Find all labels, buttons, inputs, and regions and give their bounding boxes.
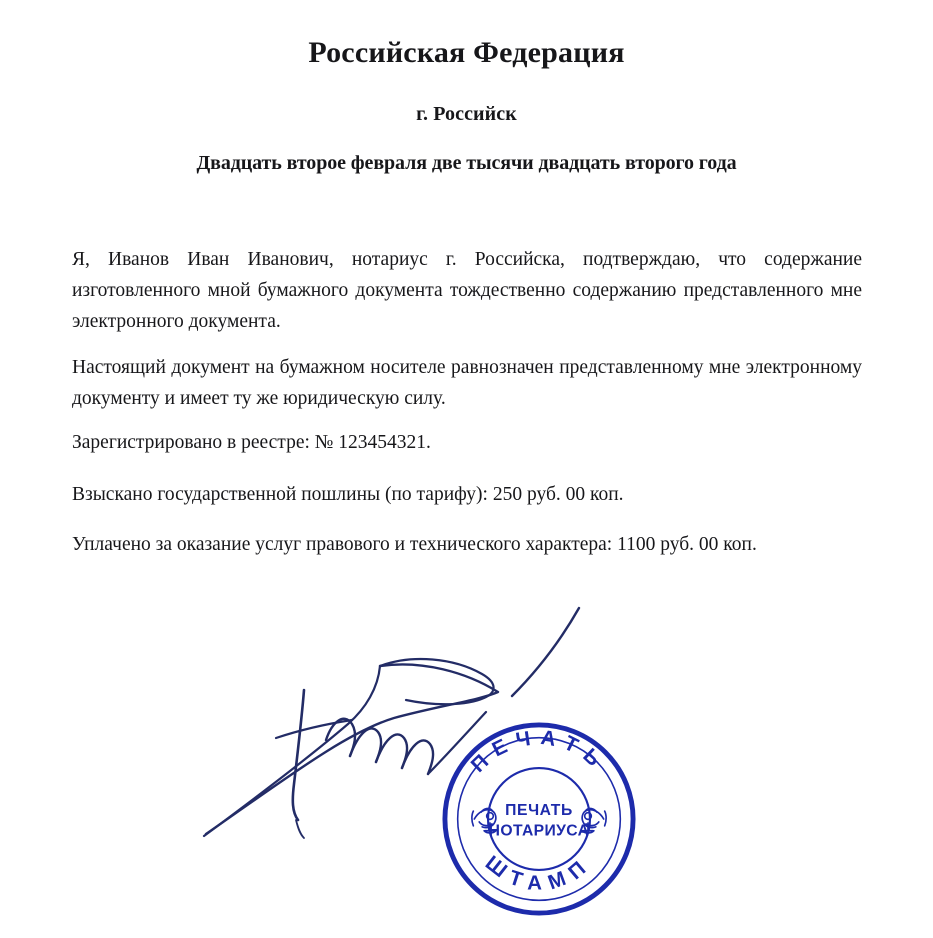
stamp-outer-bottom-text: ШТАМП — [480, 851, 597, 895]
document-date: Двадцать второе февраля две тысячи двадцать второго года — [196, 152, 737, 174]
registry-entry-line: Зарегистрировано в реестре: № 123454321. — [72, 432, 431, 453]
certification-paragraph-identity: Я, Иванов Иван Иванович, нотариус г. Российска, подтверждаю, что содержание изготовленного мной бумажного документа тождественно содержанию представленного мне электронного документа. — [72, 249, 862, 332]
stamp-inner-text-line-2: НОТАРИУСА — [488, 822, 590, 840]
certification-paragraph-equivalence: Настоящий документ на бумажном носителе равнозначен представленному мне электронному документу и имеет ту же юридическую силу. — [72, 357, 862, 409]
state-duty-line: Взыскано государственной пошлины (по тарифу): 250 руб. 00 коп. — [72, 484, 624, 505]
document-city: г. Российск — [416, 103, 517, 125]
notary-stamp — [441, 721, 637, 917]
stamp-outer-top-text: ПЕЧАТЬ — [466, 725, 612, 777]
page-title: Российская Федерация — [308, 36, 625, 69]
stamp-inner-text-line-1: ПЕЧАТЬ — [505, 802, 573, 820]
services-fee-line: Уплачено за оказание услуг правового и технического характера: 1100 руб. 00 коп. — [72, 534, 757, 555]
